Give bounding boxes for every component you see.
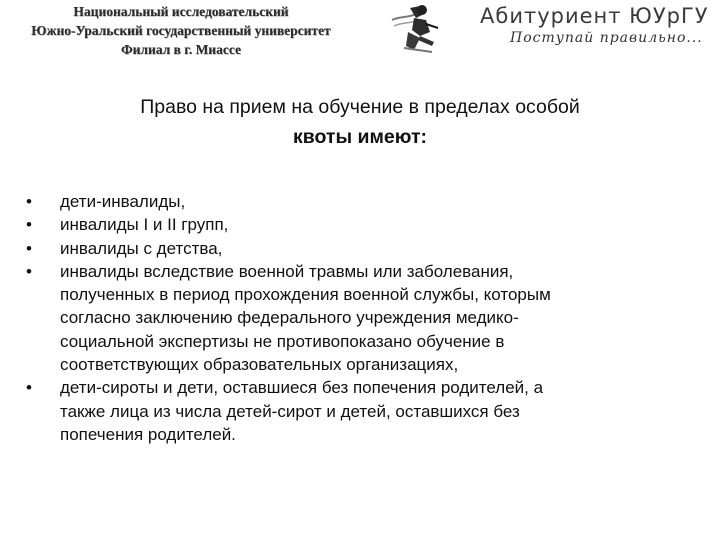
university-emblem-icon bbox=[386, 2, 446, 58]
university-name-line-1: Национальный исследовательский bbox=[73, 4, 289, 19]
university-name-line-2: Южно-Уральский государственный университет bbox=[31, 23, 331, 38]
list-item-text: попечения родителей. bbox=[60, 424, 236, 444]
list-item-text: дети-инвалиды, bbox=[60, 192, 186, 211]
brand-block bbox=[480, 4, 716, 46]
bullet-icon: • bbox=[26, 215, 32, 235]
page-title-line-2: квоты имеют: bbox=[292, 126, 427, 148]
list-item-text: инвалиды I и II групп, bbox=[60, 215, 229, 235]
page-title-line-1: Право на прием на обучение в пределах особой bbox=[140, 96, 580, 118]
list-item-text: также лица из числа детей-сирот и детей, оставшихся без bbox=[60, 401, 520, 421]
eligibility-list bbox=[26, 190, 706, 446]
page-header bbox=[0, 0, 720, 70]
bullet-icon: • bbox=[26, 378, 32, 398]
bullet-icon: • bbox=[26, 261, 32, 281]
page-title bbox=[40, 92, 680, 152]
brand-title: Абитуриент ЮУрГУ bbox=[480, 4, 709, 28]
list-item-text: полученных в период прохождения военной службы, которым bbox=[60, 285, 551, 305]
university-branch-line: Филиал в г. Миассе bbox=[121, 42, 241, 57]
list-item bbox=[26, 376, 706, 446]
brand-slogan: Поступай правильно... bbox=[510, 30, 703, 46]
list-item bbox=[26, 190, 706, 213]
list-item-text: соответствующих образовательных организациях, bbox=[60, 355, 459, 375]
list-item-text: согласно заключению федерального учреждения медико- bbox=[60, 308, 519, 328]
list-item bbox=[26, 237, 706, 260]
list-item bbox=[26, 260, 706, 376]
list-item-text: дети-сироты и дети, оставшиеся без попечения родителей, а bbox=[60, 378, 544, 398]
bullet-icon: • bbox=[26, 238, 32, 258]
list-item-text: социальной экспертизы не противопоказано обучение в bbox=[60, 331, 505, 351]
list-item-text: инвалиды вследствие военной травмы или заболевания, bbox=[60, 261, 514, 281]
list-item-text: инвалиды с детства, bbox=[60, 238, 223, 258]
list-item bbox=[26, 213, 706, 236]
bullet-icon: • bbox=[26, 192, 32, 211]
university-name bbox=[6, 2, 356, 59]
